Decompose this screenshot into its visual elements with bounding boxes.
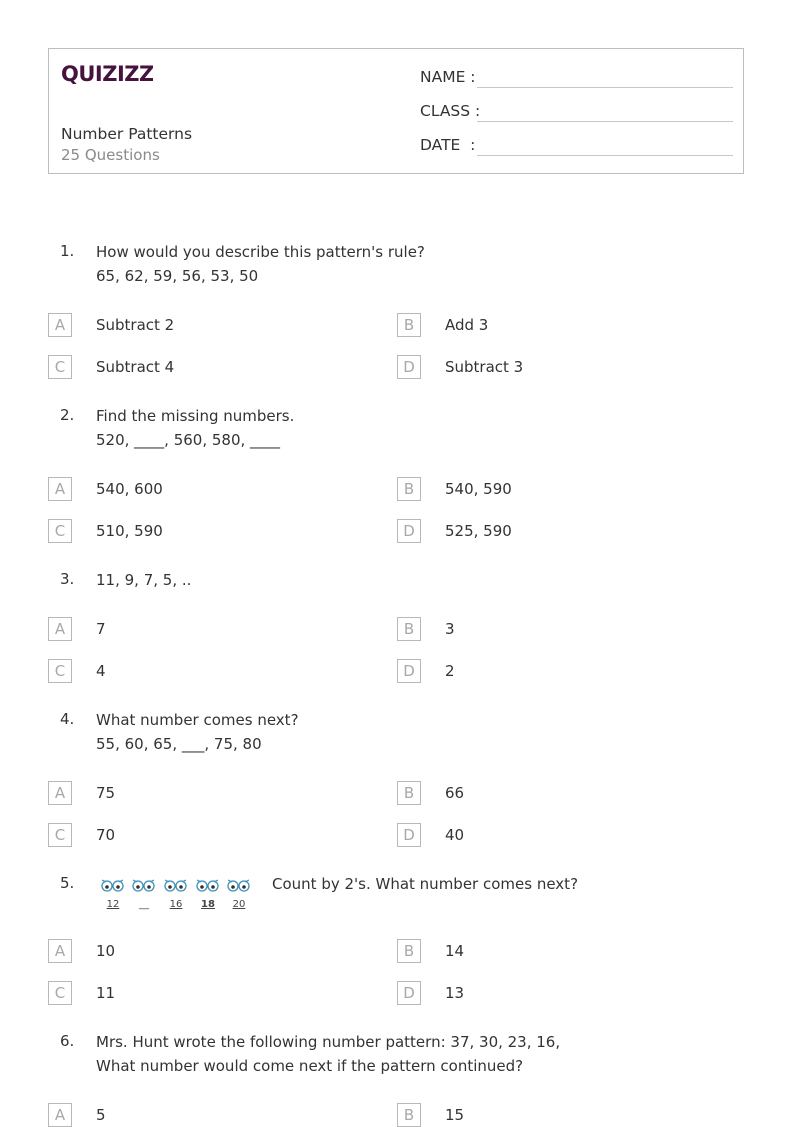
option-b-box[interactable]: B — [397, 1103, 421, 1127]
option-b-box[interactable]: B — [397, 939, 421, 963]
option-d-text[interactable]: 525, 590 — [445, 522, 512, 540]
option-b-text[interactable]: 15 — [445, 1106, 465, 1124]
question-number: 5. — [60, 874, 75, 892]
question-line: 55, 60, 65, ___, 75, 80 — [96, 735, 262, 753]
question-text — [96, 708, 299, 756]
option-c-box[interactable]: C — [48, 823, 72, 847]
question-line: What number would come next if the pattern continued? — [96, 1057, 524, 1075]
option-a-text[interactable]: 5 — [96, 1106, 106, 1124]
question-text — [96, 568, 191, 592]
question-number: 1. — [60, 242, 75, 260]
date-line[interactable] — [477, 155, 733, 156]
owl-label: __ — [139, 899, 149, 910]
option-c-box[interactable]: C — [48, 355, 72, 379]
option-b-box[interactable]: B — [397, 617, 421, 641]
option-c-text[interactable]: Subtract 4 — [96, 358, 175, 376]
owl-icon — [102, 880, 123, 891]
owl-icon — [197, 880, 218, 891]
owl-label: 18 — [201, 899, 215, 910]
question-line: How would you describe this pattern's rule? — [96, 243, 425, 261]
worksheet-header — [48, 48, 744, 174]
option-a-box[interactable]: A — [48, 477, 72, 501]
question-text — [272, 872, 578, 896]
option-c-text[interactable]: 510, 590 — [96, 522, 163, 540]
option-a-text[interactable]: 10 — [96, 942, 116, 960]
question-count: 25 Questions — [61, 146, 160, 164]
option-c-text[interactable]: 4 — [96, 662, 106, 680]
date-label: DATE : — [420, 136, 476, 154]
option-a-text[interactable]: 7 — [96, 620, 106, 638]
option-d-box[interactable]: D — [397, 823, 421, 847]
date-field[interactable] — [420, 134, 733, 156]
quizizz-logo — [61, 59, 153, 91]
question-number: 4. — [60, 710, 75, 728]
question-line: Count by 2's. What number comes next? — [272, 875, 579, 893]
question-line: Find the missing numbers. — [96, 407, 295, 425]
class-line[interactable] — [477, 121, 733, 122]
option-a-text[interactable]: 75 — [96, 784, 116, 802]
option-b-text[interactable]: 540, 590 — [445, 480, 512, 498]
question-line: 11, 9, 7, 5, .. — [96, 571, 192, 589]
question-text — [96, 404, 294, 452]
option-c-box[interactable]: C — [48, 659, 72, 683]
question-number: 2. — [60, 406, 75, 424]
owl-icon — [228, 880, 249, 891]
option-b-text[interactable]: Add 3 — [445, 316, 489, 334]
question-line: 65, 62, 59, 56, 53, 50 — [96, 267, 259, 285]
worksheet-title: Number Patterns — [61, 125, 193, 143]
class-label: CLASS : — [420, 102, 481, 120]
question-text — [96, 240, 425, 288]
option-c-text[interactable]: 11 — [96, 984, 116, 1002]
owl-count-image — [98, 874, 254, 914]
class-field[interactable] — [420, 100, 733, 122]
question-line: Mrs. Hunt wrote the following number pattern: 37, 30, 23, 16, — [96, 1033, 561, 1051]
logo-text: QUIZIZZ — [61, 62, 153, 86]
owl-icon — [165, 880, 186, 891]
owl-label: 20 — [232, 899, 246, 910]
option-a-box[interactable]: A — [48, 617, 72, 641]
question-text — [96, 1030, 560, 1078]
name-line[interactable] — [477, 87, 733, 88]
question-number: 6. — [60, 1032, 75, 1050]
option-a-box[interactable]: A — [48, 313, 72, 337]
option-d-box[interactable]: D — [397, 659, 421, 683]
option-b-text[interactable]: 14 — [445, 942, 465, 960]
option-d-text[interactable]: 13 — [445, 984, 465, 1002]
option-a-box[interactable]: A — [48, 1103, 72, 1127]
option-c-box[interactable]: C — [48, 981, 72, 1005]
option-c-text[interactable]: 70 — [96, 826, 116, 844]
name-field[interactable] — [420, 66, 733, 88]
owl-label: 12 — [106, 899, 120, 910]
option-d-box[interactable]: D — [397, 355, 421, 379]
option-a-text[interactable]: Subtract 2 — [96, 316, 175, 334]
option-d-box[interactable]: D — [397, 519, 421, 543]
option-b-text[interactable]: 66 — [445, 784, 465, 802]
owl-icon — [133, 880, 154, 891]
option-a-text[interactable]: 540, 600 — [96, 480, 163, 498]
option-a-box[interactable]: A — [48, 781, 72, 805]
option-d-text[interactable]: Subtract 3 — [445, 358, 524, 376]
option-d-text[interactable]: 40 — [445, 826, 465, 844]
option-d-box[interactable]: D — [397, 981, 421, 1005]
option-b-box[interactable]: B — [397, 477, 421, 501]
question-number: 3. — [60, 570, 75, 588]
question-line: What number comes next? — [96, 711, 299, 729]
owl-label: 16 — [169, 899, 183, 910]
question-line: 520, ____, 560, 580, ____ — [96, 431, 281, 449]
option-c-box[interactable]: C — [48, 519, 72, 543]
name-label: NAME : — [420, 68, 476, 86]
option-b-text[interactable]: 3 — [445, 620, 455, 638]
option-b-box[interactable]: B — [397, 781, 421, 805]
option-a-box[interactable]: A — [48, 939, 72, 963]
option-d-text[interactable]: 2 — [445, 662, 455, 680]
option-b-box[interactable]: B — [397, 313, 421, 337]
